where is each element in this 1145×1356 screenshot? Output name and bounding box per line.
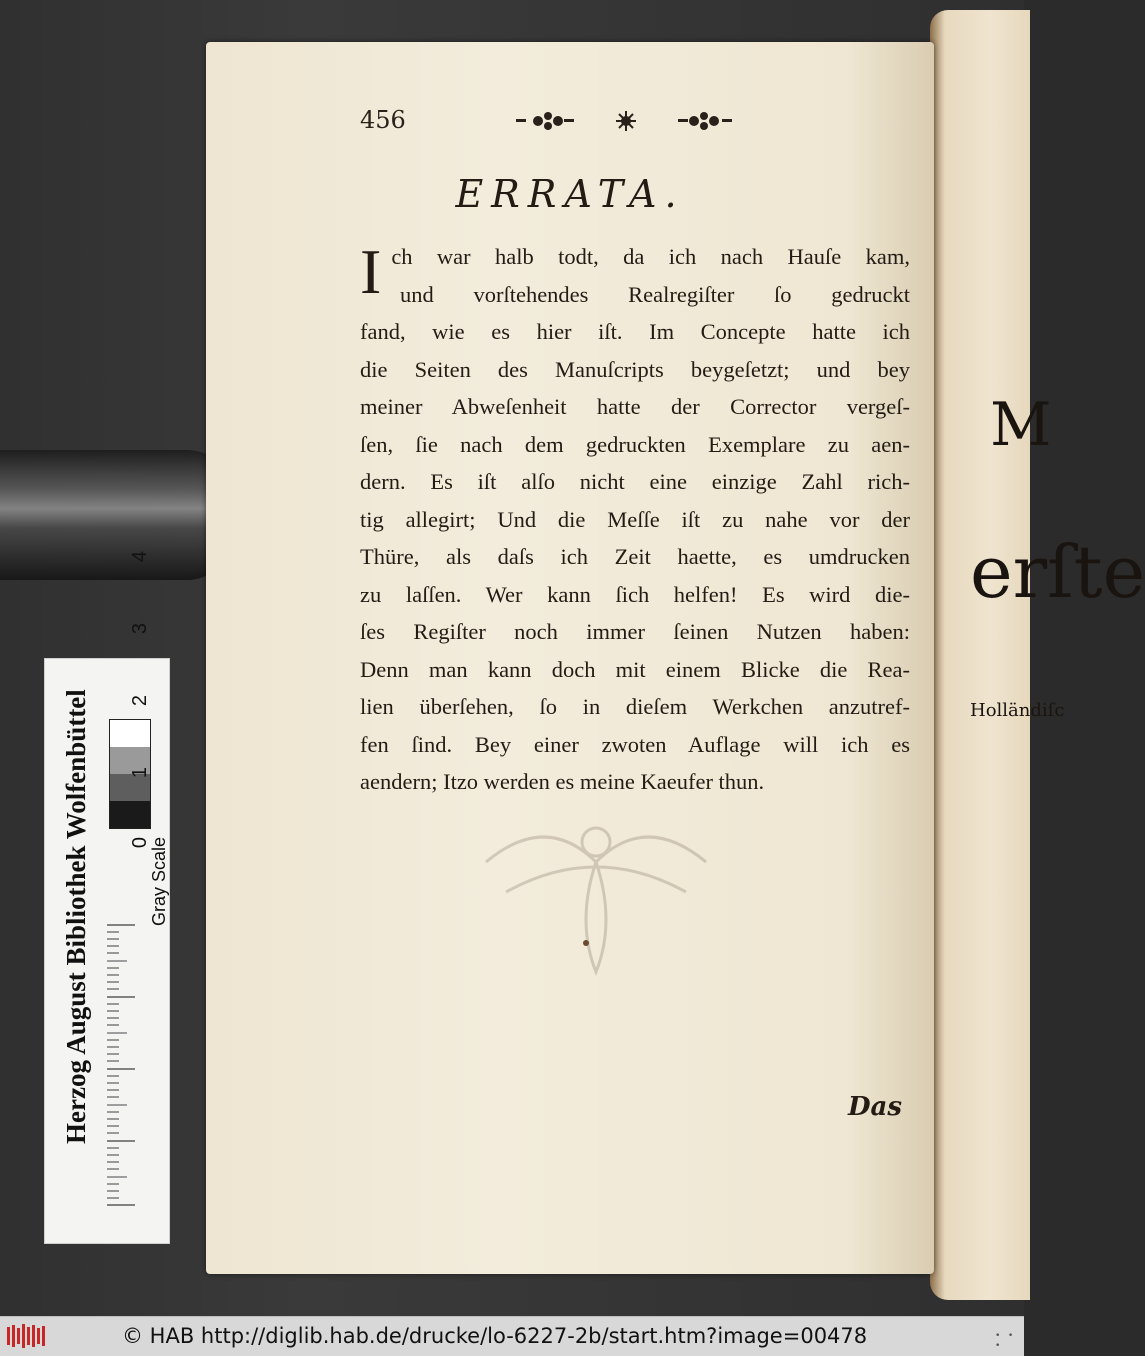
page-title: ERRATA. bbox=[455, 172, 685, 216]
gray-scale-card bbox=[44, 550, 170, 1244]
text-line: ſes Regiſter noch immer ſeinen Nutzen haben: bbox=[360, 619, 910, 644]
ink-spot bbox=[583, 940, 589, 946]
text-line: Thüre, als daſs ich Zeit haette, es umdrucken bbox=[360, 544, 910, 569]
gray-scale-label: Gray Scale bbox=[149, 837, 169, 927]
header-ornament bbox=[516, 108, 736, 134]
ruler-number: 3 bbox=[129, 622, 152, 635]
copyright-url[interactable]: © HAB http://diglib.hab.de/drucke/lo-6227-2b/start.htm?image=00478 bbox=[122, 1324, 868, 1348]
opposite-page-fragment: M bbox=[990, 390, 1052, 460]
ruler-number: 4 bbox=[129, 550, 152, 563]
text-line: die Seiten des Manuſcripts beygeſetzt; und bey bbox=[360, 356, 910, 382]
text-line: ſen, ſie nach dem gedruckten Exemplare zu aen- bbox=[360, 431, 910, 457]
text-line: ch war halb todt, da ich nach Hauſe kam, bbox=[391, 244, 910, 269]
text-line: meiner Abweſenheit hatte der Corrector vergeſ- bbox=[360, 394, 910, 419]
show-through-vignette bbox=[466, 802, 726, 982]
text-line: Denn man kann doch mit einem Blicke die Rea- bbox=[360, 656, 910, 682]
page-number: 456 bbox=[360, 106, 406, 134]
text-line: und vorſtehendes Realregiſter ſo gedruckt bbox=[400, 281, 910, 307]
cm-ruler bbox=[107, 919, 155, 1211]
gray-swatch bbox=[110, 720, 150, 747]
errata-text bbox=[360, 238, 910, 801]
text-line: dern. Es iſt alſo nicht eine einzige Zahl rich- bbox=[360, 469, 910, 494]
text-line: lien überſehen, ſo in dieſem Werkchen anzutref- bbox=[360, 694, 910, 719]
book-page bbox=[206, 42, 934, 1274]
opposite-page-fragment: erſte bbox=[970, 530, 1145, 614]
dots-icon: • • • bbox=[995, 1331, 1015, 1351]
book-clamp bbox=[0, 450, 228, 580]
institution-name: Herzog August Bibliothek Wolfenbüttel bbox=[61, 689, 91, 1144]
gray-swatch bbox=[110, 801, 150, 828]
ruler-number: 0 bbox=[129, 836, 152, 849]
text-line: fen ſind. Bey einer zwoten Auflage will ich es bbox=[360, 731, 910, 757]
text-line: fand, wie es hier iſt. Im Concepte hatte ich bbox=[360, 319, 910, 344]
viewer-footer bbox=[0, 1316, 1024, 1356]
ruler-number: 2 bbox=[129, 694, 152, 707]
catchword: Das bbox=[848, 1092, 903, 1122]
text-line: aendern; Itzo werden es meine Kaeufer thun. bbox=[360, 769, 765, 794]
opposite-page-fragment: Holländiſc bbox=[970, 700, 1065, 721]
text-line: zu laſſen. Wer kann ſich helfen! Es wird die- bbox=[360, 581, 910, 607]
hab-logo-icon bbox=[6, 1323, 48, 1349]
drop-cap-initial: I bbox=[360, 236, 382, 307]
text-line: tig allegirt; Und die Meſſe iſt zu nahe vor der bbox=[360, 506, 910, 532]
opposite-page bbox=[930, 10, 1145, 1300]
ruler-number: 1 bbox=[129, 766, 152, 779]
